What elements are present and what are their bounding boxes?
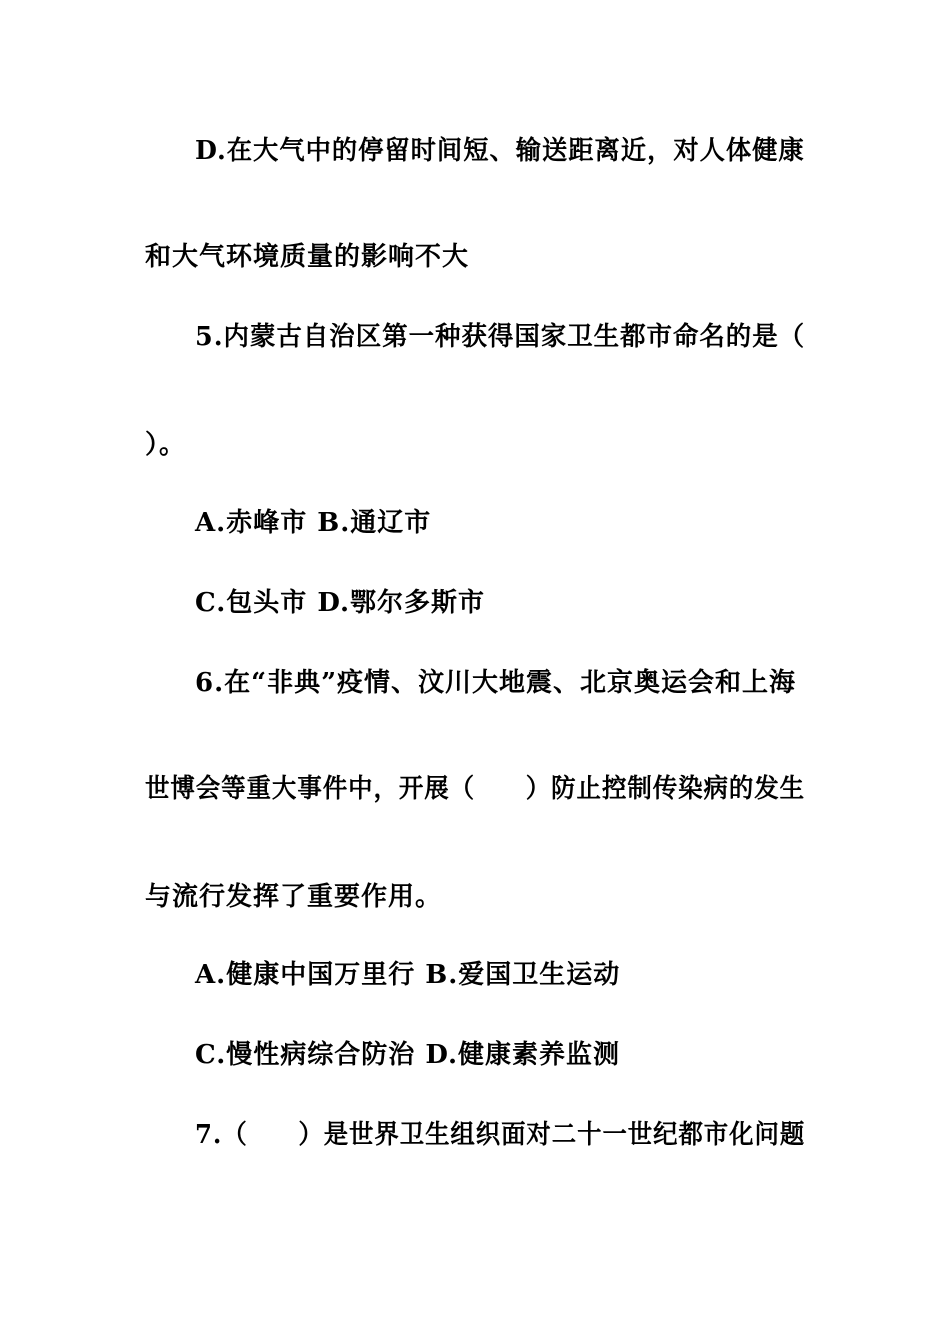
question-5-options-ab: A.赤峰市 B.通辽市 [195, 508, 432, 538]
question-5-line-1: 5.内蒙古自治区第一种获得国家卫生都市命名的是（ [195, 322, 806, 352]
question-6-line-3: 与流行发挥了重要作用。 [145, 882, 443, 912]
question-6-line-1: 6.在“非典”疫情、汶川大地震、北京奥运会和上海 [195, 668, 797, 698]
option-d-line-2: 和大气环境质量的影响不大 [145, 242, 470, 272]
option-d-line-1: D.在大气中的停留时间短、输送距离近，对人体健康 [195, 136, 805, 166]
question-6-options-cd: C.慢性病综合防治 D.健康素养监测 [195, 1040, 621, 1070]
question-5-line-2: ）。 [145, 430, 187, 460]
question-6-options-ab: A.健康中国万里行 B.爱国卫生运动 [195, 960, 621, 990]
question-5-options-cd: C.包头市 D.鄂尔多斯市 [195, 588, 486, 618]
question-7-line-1: 7.（ ）是世界卫生组织面对二十一世纪都市化问题 [195, 1120, 806, 1150]
question-6-line-2: 世博会等重大事件中，开展（ ）防止控制传染病的发生 [145, 774, 806, 804]
